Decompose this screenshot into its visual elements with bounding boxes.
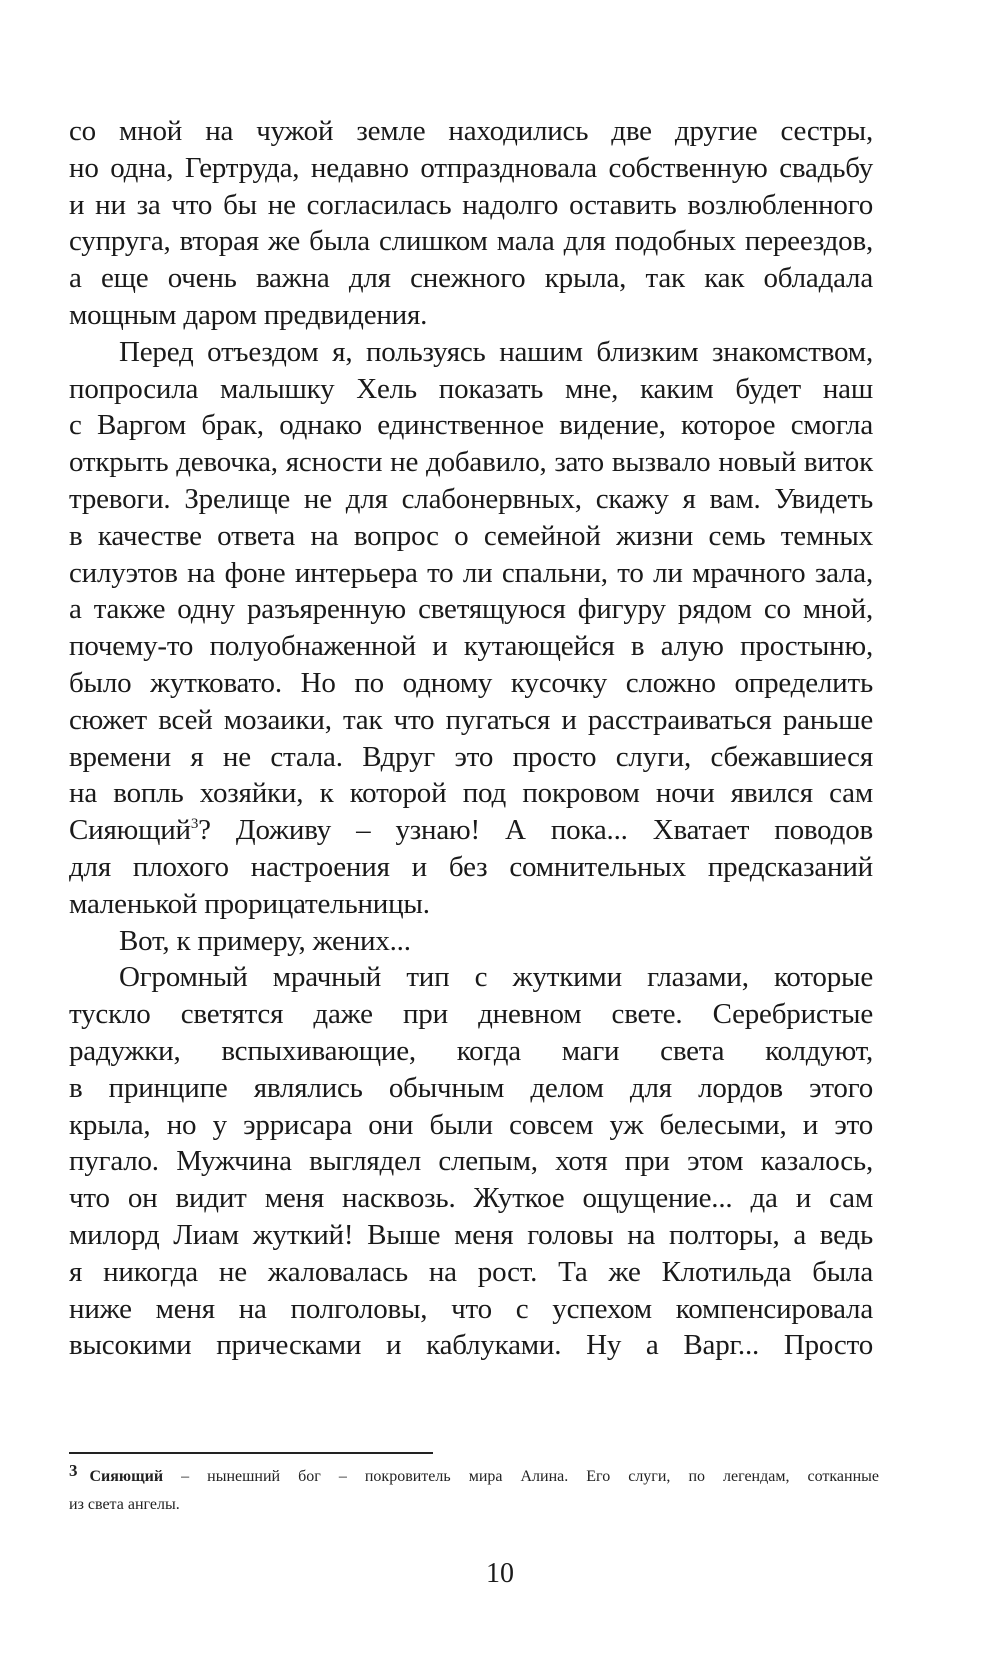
text-fragment: ? Доживу – узнаю! А пока... Хватает поводов	[198, 814, 873, 847]
text-line: тускло светятся даже при дневном свете. Серебристые	[69, 998, 873, 1031]
text-line: в качестве ответа на вопрос о семейной жизни семь темных	[69, 519, 873, 552]
text-line: мощным даром предвидения.	[69, 298, 428, 331]
text-line: высокими прическами и каблуками. Ну а Варг... Просто	[69, 1329, 873, 1362]
text-line: для плохого настроения и без сомнительных предсказаний	[69, 850, 873, 883]
paragraph-start-line: Вот, к примеру, жених...	[119, 924, 411, 957]
text-line: открыть девочка, ясности не добавило, зато вызвало новый виток	[69, 446, 873, 479]
paragraph-start-line: Огромный мрачный тип с жуткими глазами, которые	[119, 961, 873, 994]
text-line: с Варгом брак, однако единственное видение, которое смогла	[69, 409, 873, 442]
footnote-number: 3	[69, 1461, 78, 1480]
text-line: но одна, Гертруда, недавно отпраздновала собственную свадьбу	[69, 151, 873, 184]
text-line: что он видит меня насквозь. Жуткое ощущение... да и сам	[69, 1182, 873, 1215]
text-line: а также одну разъяренную светящуюся фигуру рядом со мной,	[69, 593, 873, 626]
footnote-line	[69, 1462, 879, 1491]
footnote-reference[interactable]: 3	[190, 816, 199, 833]
footnote-line: из света ангелы.	[69, 1496, 180, 1513]
text-line: а еще очень важна для снежного крыла, так как обладала	[69, 262, 873, 295]
text-line: почему-то полуобнаженной и кутающейся в алую простыню,	[69, 630, 873, 663]
text-line: было жутковато. Но по одному кусочку сложно определить	[69, 666, 873, 699]
paragraph-start-line: Перед отъездом я, пользуясь нашим близким знакомством,	[119, 335, 873, 368]
text-line: милорд Лиам жуткий! Выше меня головы на полторы, а ведь	[69, 1218, 873, 1251]
footnote-divider	[69, 1452, 433, 1454]
text-line: в принципе являлись обычным делом для лордов этого	[69, 1071, 873, 1104]
text-line: сюжет всей мозаики, так что пугаться и расстраиваться раньше	[69, 703, 873, 736]
footnote-term: Сияющий	[89, 1468, 164, 1485]
text-line: пугало. Мужчина выглядел слепым, хотя при этом казалось,	[69, 1145, 873, 1178]
body-text	[69, 113, 873, 1364]
text-line: ниже меня на полголовы, что с успехом компенсировала	[69, 1292, 873, 1325]
text-fragment: Сияющий	[69, 814, 191, 847]
page-number: 10	[486, 1558, 514, 1589]
text-line: маленькой прорицательницы.	[69, 887, 430, 920]
text-line: со мной на чужой земле находились две другие сестры,	[69, 115, 873, 147]
text-line: попросила малышку Хель показать мне, каким будет наш	[69, 372, 873, 405]
text-line: тревоги. Зрелище не для слабонервных, скажу я вам. Увидеть	[69, 482, 873, 515]
footnote-text: – нынешний бог – покровитель мира Алина. Его слуги, по легендам, сотканные	[163, 1468, 879, 1485]
text-line: и ни за что бы не согласилась надолго оставить возлюбленного	[69, 188, 873, 221]
text-line: радужки, вспыхивающие, когда маги света колдуют,	[69, 1034, 873, 1067]
text-line: я никогда не жаловалась на рост. Та же Клотильда была	[69, 1255, 873, 1288]
footnote	[69, 1462, 879, 1519]
text-line-with-footnote-ref	[69, 812, 873, 849]
text-line: времени я не стала. Вдруг это просто слуги, сбежавшиеся	[69, 740, 873, 773]
text-line: крыла, но у эррисара они были совсем уж белесыми, и это	[69, 1108, 873, 1141]
text-line: супруга, вторая же была слишком мала для подобных переездов,	[69, 225, 873, 258]
text-line: силуэтов на фоне интерьера то ли спальни, то ли мрачного зала,	[69, 556, 873, 589]
text-line: на вопль хозяйки, к которой под покровом ночи явился сам	[69, 777, 873, 810]
